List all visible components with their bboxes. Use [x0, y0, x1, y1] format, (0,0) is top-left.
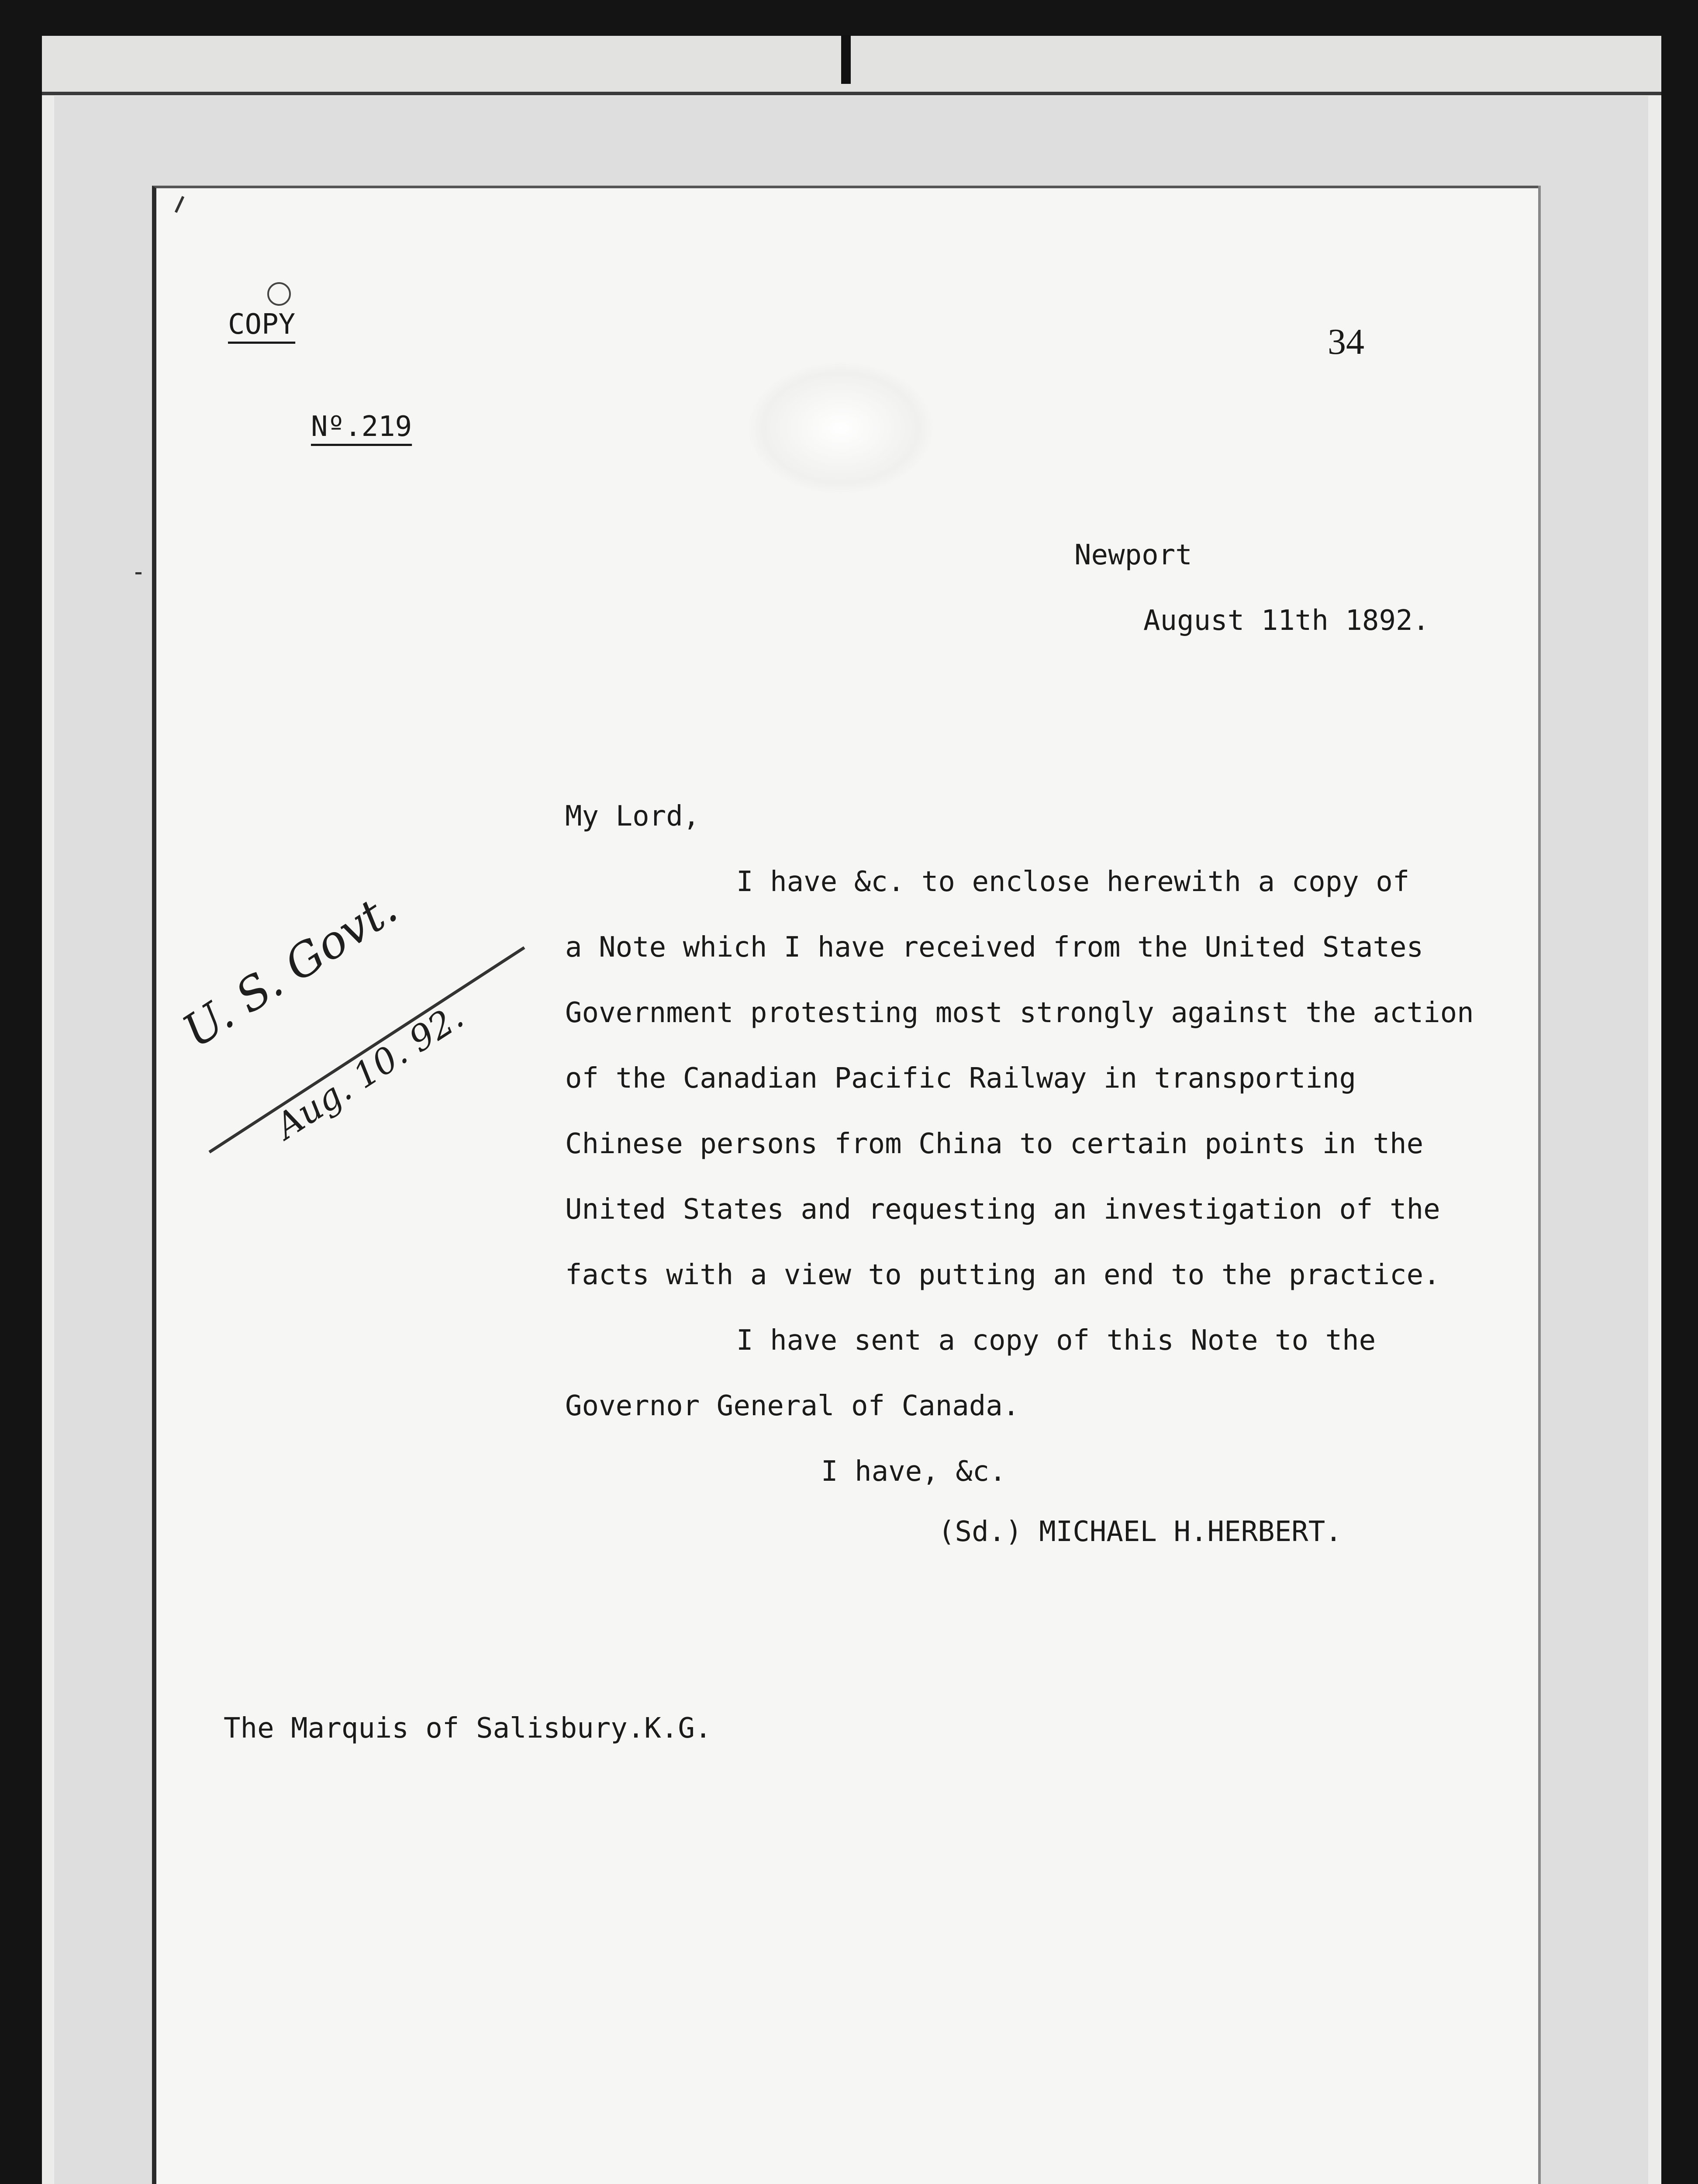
punch-hole: [267, 282, 291, 306]
signature: (Sd.) MICHAEL H.HERBERT.: [938, 1516, 1342, 1548]
salutation: My Lord,: [565, 800, 700, 833]
body-line: facts with a view to putting an end to the practice.: [565, 1259, 1440, 1291]
body-line: Government protesting most strongly against the action: [565, 997, 1474, 1029]
letter-date: August 11th 1892.: [1143, 605, 1430, 637]
page-number: 34: [1328, 321, 1364, 362]
body-line: I have &c. to enclose herewith a copy of: [736, 866, 1410, 898]
body-line: a Note which I have received from the United States: [565, 931, 1424, 964]
top-strip: [42, 36, 1661, 95]
letter-number: Nº.219: [311, 411, 412, 443]
marginal-note: [170, 881, 563, 1179]
marginal-note-line1: U. S. Govt.: [173, 881, 407, 1058]
closing: I have, &c.: [821, 1455, 1006, 1488]
body-line: Chinese persons from China to certain points in the: [565, 1128, 1424, 1160]
body-line: Governor General of Canada.: [565, 1390, 1020, 1422]
body-line: of the Canadian Pacific Railway in transporting: [565, 1062, 1356, 1095]
copy-label: COPY: [228, 308, 296, 341]
top-divider: [841, 35, 851, 84]
body-line: United States and requesting an investigation of the: [565, 1193, 1440, 1226]
addressee: The Marquis of Salisbury.K.G.: [224, 1712, 712, 1745]
marginal-note-line2: Aug. 10. 92.: [268, 995, 471, 1147]
letter-place: Newport: [1074, 539, 1192, 571]
stray-mark: [135, 572, 142, 574]
body-line: I have sent a copy of this Note to the: [736, 1324, 1376, 1357]
embossed-seal: [749, 363, 932, 494]
